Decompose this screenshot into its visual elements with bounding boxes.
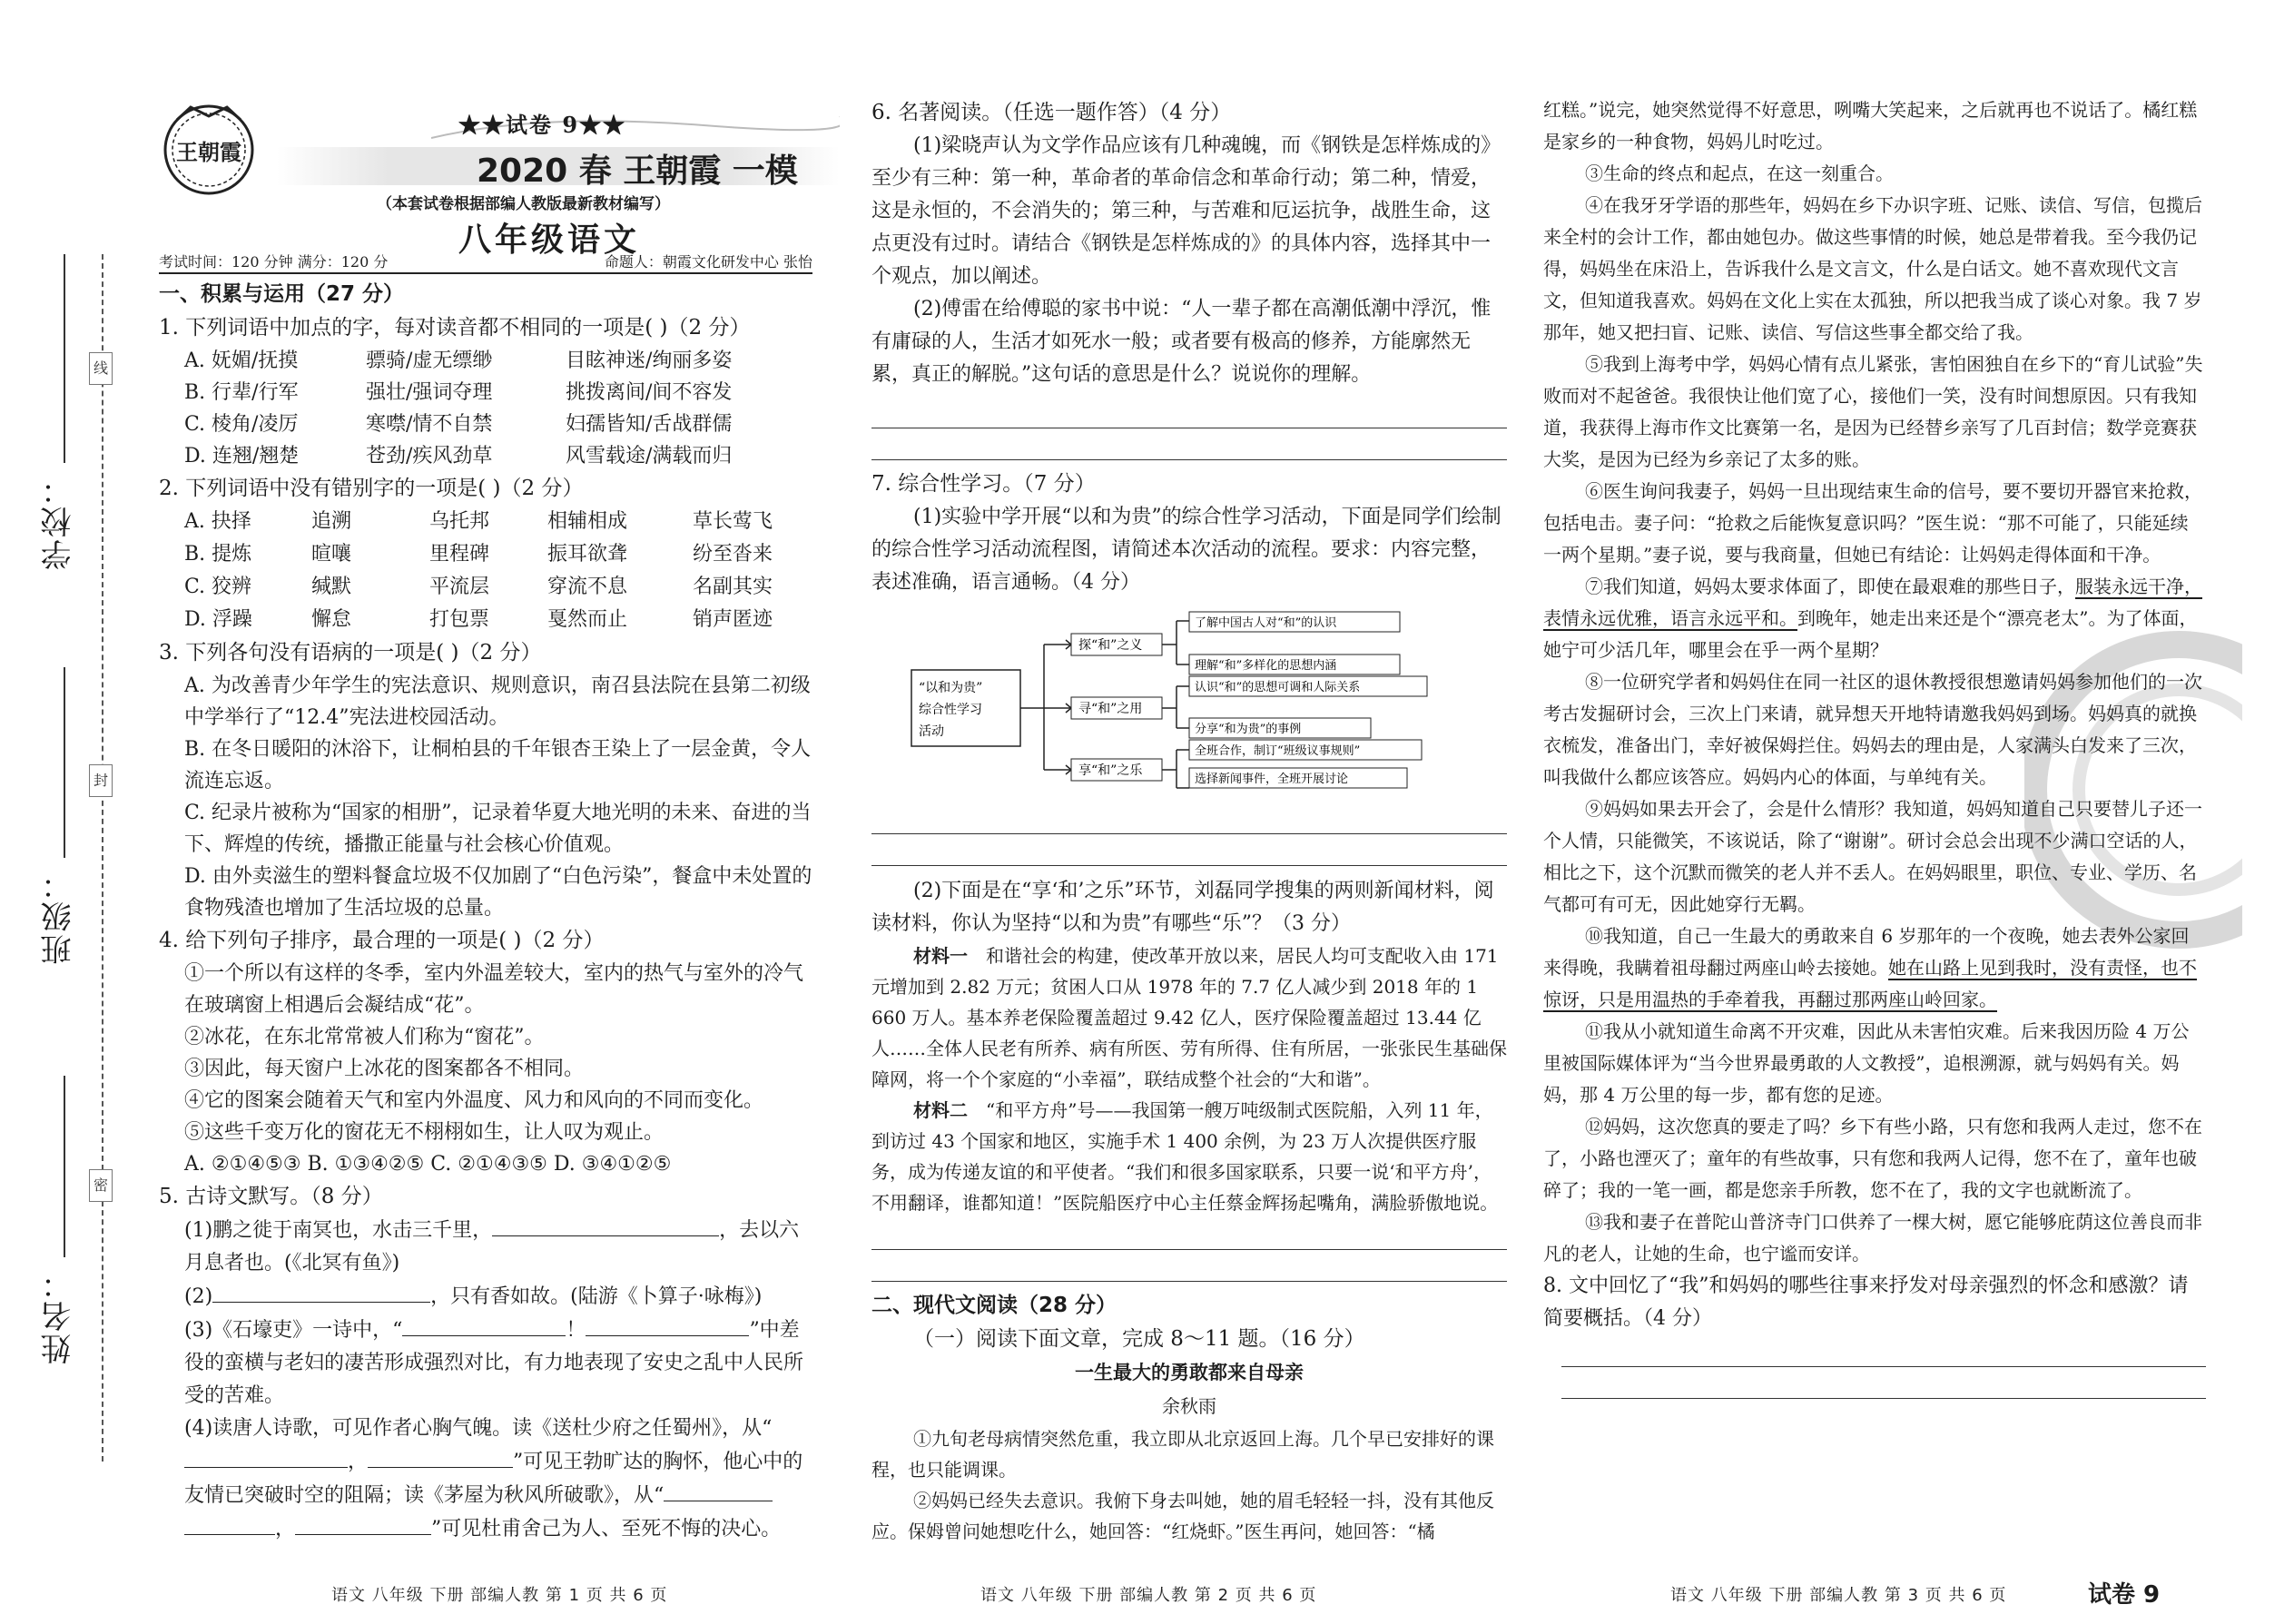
q4-sentence-5: ⑤这些千变万化的窗花无不栩栩如生，让人叹为观止。	[184, 1121, 665, 1144]
grade-subject-title: 八年级语文	[458, 221, 641, 259]
q5-blank-5[interactable]	[184, 1445, 248, 1468]
article-para-13: ⑬我和妻子在普陀山普济寺门口供养了一棵大树，愿它能够庇荫这位善良而非凡的老人，让她的生命，也宁谧而安详。	[1543, 1211, 2202, 1265]
page-column-3	[1543, 0, 2206, 1624]
q2-b5: 纷至沓来	[693, 543, 773, 566]
q6-option-1: (1)梁晓声认为文学作品应该有几种魂魄，而《钢铁是怎样炼成的》至少有三种：第一种，革命者的革命信念和革命行动；第二种，情爱，这是永恒的，不会消失的；第三种，与苦难和厄运抗争，战胜生命，这点更没有过时。请结合《钢铁是怎样炼成的》的具体内容，选择其中一个观点，加以阐述。	[871, 134, 1501, 288]
q5-blank-1[interactable]	[492, 1214, 719, 1236]
section1-heading: 一、积累与运用（27 分）	[159, 282, 405, 306]
svg-text:王朝霞: 王朝霞	[176, 139, 241, 165]
q5-l3-text-a: (3)《石壕吏》一诗中，“	[184, 1319, 403, 1342]
flow-leaf-2	[1189, 655, 1400, 674]
q3-option-d: D. 由外卖滋生的塑料餐盒垃圾不仅加剧了“白色污染”，餐盒中未处置的食物残渣也增加了生活垃圾的总量。	[184, 865, 812, 920]
q2-options	[159, 506, 812, 636]
svg-text:享“和”之乐: 享“和”之乐	[1078, 763, 1143, 778]
article-para-6: ⑥医生询问我妻子，妈妈一旦出现结束生命的信号，要不要切开器官来抢救，包括电击。妻子问：“抢救之后能恢复意识吗？”医生说：“那不可能了，只能延续一两个星期。”妻子说，要与我商量，但她已有结论：让妈妈走得体面和干净。	[1543, 480, 2202, 566]
page-column-2	[871, 0, 1507, 1624]
q5-l4-text-e: ”可见杜甫舍己为人、至死不悔的决心。	[431, 1518, 782, 1540]
exam-time-score: 考试时间：120 分钟 满分：120 分	[159, 253, 389, 271]
q5-l1-text-b: ，去以六月息者也。(《北冥有鱼》)	[184, 1219, 800, 1275]
para-10-underlined: 她在山路上见到我时，没有责怪，也不惊讶，只是用温热的手牵着我，再翻过那两座山岭回家。	[1543, 957, 2197, 1010]
q5-l3-text-b: ！	[566, 1319, 586, 1342]
bind-tag-top: 线	[89, 352, 113, 385]
q2-a2: 追溯	[311, 510, 352, 533]
q2-b3: 里程碑	[429, 543, 490, 566]
article-para-4: ④在我牙牙学语的那些年，妈妈在乡下办识字班、记账、读信、写信，包揽后来全村的会计工作，都由她包办。做这些事情的时候，她总是带着我。至今我仍记得，妈妈坐在床沿上，告诉我什么是文言文，什么是白话文。她不喜欢现代文言文，但知道我喜欢。妈妈在文化上实在太孤独，所以把我当成了谈心对象。我 7 岁那年，她又把扫盲、记账、读信、写信这些事全都交给了我。	[1543, 194, 2202, 343]
q2-c5: 名副其实	[693, 576, 773, 598]
q7-stem: 7. 综合性学习。（7 分）	[871, 472, 1096, 496]
q6-stem: 6. 名著阅读。（任选一题作答）（4 分）	[871, 101, 1232, 124]
q2-b2: 暄嚷	[311, 543, 352, 566]
fold-dashed-line	[102, 254, 103, 1462]
q6-answer-line-2[interactable]	[871, 428, 1507, 460]
activity-flow-chart	[908, 608, 1471, 790]
q6-option-2: (2)傅雷在给傅聪的家书中说：“人一辈子都在高潮低潮中浮沉，惟有庸碌的人，生活才如死水一般；或者要有极高的修养，方能廓然无累，真正的解脱。”这句话的意思是什么？说说你的理解。	[871, 298, 1492, 386]
q2-a5: 草长莺飞	[693, 510, 773, 533]
flow-leaf-3	[1189, 676, 1427, 696]
svg-text:探“和”之义: 探“和”之义	[1078, 638, 1143, 653]
section1-content	[159, 278, 812, 1546]
article-para-2: ②妈妈已经失去意识。我俯下身去叫她，她的眉毛轻轻一抖，没有其他反应。保姆曾问她想吃什么，她回答：“红烧虾。”医生再问，她回答：“橘	[871, 1490, 1494, 1542]
q6-answer-line-1[interactable]	[871, 397, 1507, 428]
q5-blank-3[interactable]	[402, 1314, 566, 1336]
q5-line-3	[159, 1314, 812, 1412]
q5-blank-7[interactable]	[664, 1479, 773, 1501]
q4-sentence-1: ①一个所以有这样的冬季，室内外温差较大，室内的热气与室外的冷气在玻璃窗上相遇后会凝结成“花”。	[184, 962, 804, 1017]
q2-c2: 缄默	[311, 576, 352, 598]
q1-c1: C. 棱角/凌厉	[184, 413, 299, 436]
q5-l2-text-b: ，只有香如故。(陆游《卜算子·咏梅》)	[430, 1285, 763, 1308]
q5-l3-text-c: ”中差役的蛮横与老妇的凄苦形成强烈对比，有力地表现了安史之乱中人民所受的苦难。	[184, 1319, 804, 1407]
svg-text:综合性学习: 综合性学习	[919, 703, 982, 717]
material-1-label: 材料一	[913, 945, 968, 967]
flow-leaf-1	[1189, 612, 1400, 632]
q5-l2-text-a: (2)	[184, 1285, 213, 1308]
page-footer-3: 语文 八年级 下册 部编人教 第 3 页 共 6 页	[1670, 1586, 2007, 1605]
q5-blank-2[interactable]	[212, 1280, 430, 1303]
q3-stem: 3. 下列各句没有语病的一项是( )（2 分）	[159, 641, 542, 664]
q5-line-1	[159, 1214, 812, 1280]
q2-d3: 打包票	[429, 608, 490, 631]
article-para-11: ⑪我从小就知道生命离不开灾难，因此从未害怕灾难。后来我因历险 4 万公里被国际媒体评为“当今世界最勇敢的人文教授”，追根溯源，就与妈妈有关。妈妈，那 4 万公里的每一步，都有您的足迹。	[1543, 1020, 2190, 1106]
edition-note: （本套试卷根据部编人教版最新教材编写）	[377, 195, 670, 213]
section2-subheading: （一）阅读下面文章，完成 8～11 题。（16 分）	[913, 1327, 1365, 1351]
q4-stem: 4. 给下列句子排序，最合理的一项是( )（2 分）	[159, 929, 605, 952]
q5-l4-text-b: ，	[348, 1451, 369, 1473]
q4-options: A. ②①④⑤③ B. ①③④②⑤ C. ②①④③⑤ D. ③④①②⑤	[184, 1153, 672, 1176]
exam-author: 命题人：朝霞文化研发中心 张怡	[604, 253, 812, 271]
q3-option-a: A. 为改善青少年学生的宪法意识、规则意识，南召县法院在县第二初级中学举行了“12.4”宪法进校园活动。	[184, 674, 811, 729]
flow-leaf-4	[1189, 718, 1371, 738]
q5-blank-6[interactable]	[368, 1445, 513, 1468]
q2-a4: 相辅相成	[547, 510, 628, 533]
header-rule	[159, 272, 812, 274]
q1-c2: 寒噤/情不自禁	[366, 413, 493, 436]
svg-text:理解“和”多样化的思想内涵: 理解“和”多样化的思想内涵	[1195, 659, 1337, 673]
q7-material-1	[871, 940, 1507, 1095]
q5-line-2	[159, 1280, 812, 1314]
svg-text:了解中国古人对“和”的认识: 了解中国古人对“和”的认识	[1195, 616, 1337, 630]
q1-a2: 骠骑/虚无缥缈	[366, 349, 493, 372]
q4-sentence-3: ③因此，每天窗户上冰花的图案都各不相同。	[184, 1058, 585, 1080]
q1-stem: 1. 下列词语中加点的字，每对读音都不相同的一项是( )（2 分）	[159, 316, 751, 340]
para-10-text-a: ⑩我知道，自己一生最大的勇敢来自 6 岁那年的一个夜晚，她去表外公家回来得晚，我瞒着祖母翻过两座山岭去接她。	[1543, 925, 2190, 979]
article-para-7	[1543, 571, 2206, 666]
binding-strip	[0, 0, 136, 1624]
name-field-line[interactable]	[64, 1076, 65, 1257]
q5-blank-8[interactable]	[295, 1512, 431, 1535]
para-7-underlined: 服装永远干净，表情永远优雅，语言永远平和。	[1543, 576, 2202, 629]
bind-tag-middle: 封	[89, 764, 113, 797]
q7-part-1: (1)实验中学开展“以和为贵”的综合性学习活动，下面是同学们绘制的综合性学习活动流程图，请简述本次活动的流程。要求：内容完整，表述准确，语言通畅。（4 分）	[871, 506, 1501, 594]
svg-text:分享“和为贵”的事例: 分享“和为贵”的事例	[1195, 723, 1302, 736]
q2-b1: B. 提炼	[184, 543, 252, 566]
bind-tag-bottom: 密	[89, 1169, 113, 1202]
q5-l1-text-a: (1)鹏之徙于南冥也，水击三千里，	[184, 1219, 493, 1242]
q5-blank-4[interactable]	[586, 1314, 749, 1336]
q7-material-2	[871, 1095, 1507, 1218]
q1-options	[159, 345, 812, 472]
article-para-8: ⑧一位研究学者和妈妈住在同一社区的退休教授很想邀请妈妈参加他们的一次考古发掘研讨会，三次上门来请，就异想天开地特请邀我妈妈到场。妈妈真的就换衣梳发，准备出门，幸好被保姆拦住。妈妈去的理由是，人家满头白发来了三次，叫我做什么都应该答应。妈妈内心的体面，与单纯有关。	[1543, 671, 2202, 788]
q1-b2: 强壮/强词夺理	[366, 381, 493, 404]
article-para-10	[1543, 920, 2206, 1016]
column-2-content	[871, 96, 1507, 1547]
q1-d2: 苍劲/疾风劲草	[366, 445, 493, 468]
q1-a3: 目眩神迷/绚丽多姿	[566, 349, 733, 372]
para-7-text-b: 到晚年，她走出来还是个“漂亮老太”。为了体面，她宁可少活几年，哪里会在乎一两个星期？	[1543, 607, 2198, 661]
material-2-label: 材料二	[913, 1099, 968, 1121]
article-para-9: ⑨妈妈如果去开会了，会是什么情形？我知道，妈妈知道自己只要替儿子还一个人情，只能微笑，不该说话，除了“谢谢”。研讨会总会出现不少满口空话的人，相比之下，这个沉默而微笑的老人并不丢人。在妈妈眼里，职位、专业、学历、名气都可有可无，因此她穿行无羁。	[1543, 798, 2202, 915]
material-1-text: 和谐社会的构建，使改革开放以来，居民人均可支配收入由 171 元增加到 2.82 万元；贫困人口从 1978 年的 7.7 亿人减少到 2018 年的 1 660 万人。基本养老保险覆盖超过 9.42 亿人，医疗保险覆盖超过 13.44 亿人……全体人民老有所养、病有所医、劳有所得、住有所居，一张张民生基础保障网，将一个个家庭的“小幸福”，联结成整个社会的“大和谐”。	[871, 945, 1507, 1090]
q1-d3: 风雪载途/满载而归	[566, 445, 733, 468]
q4-sentence-4: ④它的图案会随着天气和室内外温度、风力和风向的不同而变化。	[184, 1089, 764, 1112]
exam-info-row	[159, 251, 812, 271]
flow-branch-2	[1071, 697, 1162, 719]
q4-sentence-2: ②冰花，在东北常常被人们称为“窗花”。	[184, 1026, 545, 1048]
material-2-text: “和平方舟”号——我国第一艘万吨级制式医院船，入列 11 年，到访过 43 个国家和地区，实施手术 1 400 余例，为 23 万人次提供医疗服务，成为传递友谊的和平使者。“我们和很多国家联系，只要一说‘和平方舟’，不用翻译，谁都知道！”医院船医疗中心主任蔡金辉扬起嘴角，满脸骄傲地说。	[871, 1099, 1499, 1214]
q2-a3: 乌托邦	[429, 510, 490, 533]
q1-a1: A. 妩媚/抚摸	[184, 349, 299, 372]
q2-c4: 穿流不息	[547, 576, 628, 598]
q5-blank-7b[interactable]	[184, 1512, 275, 1535]
q2-b4: 振耳欲聋	[547, 543, 628, 566]
q1-c3: 妇孺皆知/舌战群儒	[566, 413, 733, 436]
svg-text:认识“和”的思想可调和人际关系: 认识“和”的思想可调和人际关系	[1195, 681, 1361, 694]
q2-stem: 2. 下列词语中没有错别字的一项是( )（2 分）	[159, 477, 584, 500]
q5-l4-text-c: ”可见王勃旷达的胸怀，他心中的友情已突破时空的阻隔；读《茅屋为秋风所破歌》，从“	[184, 1451, 803, 1507]
svg-text:全班合作，制订“班级议事规则”: 全班合作，制订“班级议事规则”	[1195, 744, 1361, 758]
q8-stem: 8. 文中回忆了“我”和妈妈的哪些往事来抒发对母亲强烈的怀念和感激？请简要概括。（4 分）	[1543, 1275, 2189, 1330]
q7-2-answer-line-1[interactable]	[871, 1218, 1507, 1250]
name-label: 姓名：	[41, 1266, 77, 1364]
q1-d1: D. 连翘/翘楚	[184, 445, 300, 468]
para-7-text-a: ⑦我们知道，妈妈太要求体面了，即使在最艰难的那些日子，	[1585, 576, 2075, 597]
article-para-2-cont: 红糕。”说完，她突然觉得不好意思，咧嘴大笑起来，之后就再也不说话了。橘红糕是家乡的一种食物，妈妈儿时吃过。	[1543, 99, 2198, 153]
brand-badge-logo	[159, 100, 259, 200]
page-column-1	[159, 0, 812, 1624]
article-para-12: ⑫妈妈，这次您真的要走了吗？乡下有些小路，只有您和我两人走过，您不在了，小路也湮灭了；童年的有些故事，只有您和我两人记得，您不在了，童年也破碎了；我的一笔一画，都是您亲手所教，您不在了，我的文字也就断流了。	[1543, 1116, 2202, 1201]
svg-text:寻“和”之用: 寻“和”之用	[1078, 702, 1143, 716]
article-title: 一生最大的勇敢都来自母亲	[1075, 1362, 1304, 1383]
q7-1-answer-line-2[interactable]	[871, 834, 1507, 866]
school-label: 学校：	[41, 472, 77, 570]
q5-l4-text-a: (4)读唐人诗歌，可见作者心胸气魄。读《送杜少府之任蜀州》，从“	[184, 1417, 773, 1440]
column-3-content	[1543, 94, 2206, 1399]
flow-leaf-6	[1189, 768, 1407, 788]
flow-leaf-5	[1189, 740, 1422, 760]
section2-heading: 二、现代文阅读（28 分）	[871, 1294, 1117, 1317]
article-para-1: ①九旬老母病情突然危重，我立即从北京返回上海。几个早已安排好的课程，也只能调课。	[871, 1428, 1494, 1481]
q1-b3: 挑拨离间/间不容发	[566, 381, 733, 404]
flow-branch-1	[1071, 634, 1162, 655]
svg-text:选择新闻事件，全班开展讨论: 选择新闻事件，全班开展讨论	[1195, 773, 1349, 786]
exam-title: 2020 春 王朝霞 一模	[477, 153, 798, 190]
q5-l4-text-d: ，	[275, 1518, 296, 1540]
flow-branch-3	[1071, 759, 1162, 781]
q3-option-c: C. 纪录片被称为“国家的相册”，记录着华夏大地光明的未来、奋进的当下、辉煌的传统，播撒正能量与社会核心价值观。	[184, 802, 812, 856]
paper-tag: 试卷 9	[2088, 1581, 2161, 1609]
q8-answer-line-1[interactable]	[1561, 1335, 2206, 1367]
q5-blank-5b[interactable]	[248, 1445, 348, 1468]
q1-b1: B. 行辈/行军	[184, 381, 299, 404]
article-author: 余秋雨	[1162, 1395, 1216, 1417]
school-field-line[interactable]	[64, 254, 65, 463]
page-footer-1: 语文 八年级 下册 部编人教 第 1 页 共 6 页	[331, 1586, 668, 1605]
paper-number: ★★试卷 9★★	[458, 112, 627, 138]
q2-c1: C. 狡辨	[184, 576, 252, 598]
q2-d2: 懈怠	[311, 608, 352, 631]
q5-line-4	[159, 1412, 812, 1546]
q7-1-answer-line-1[interactable]	[871, 802, 1507, 834]
q7-2-answer-line-2[interactable]	[871, 1250, 1507, 1282]
svg-text:活动: 活动	[919, 724, 944, 739]
q2-d1: D. 浮躁	[184, 608, 252, 631]
q8-answer-line-2[interactable]	[1561, 1367, 2206, 1399]
q7-part-2: (2)下面是在“享‘和’之乐”环节，刘磊同学搜集的两则新闻材料，阅读材料，你认为坚持“以和为贵”有哪些“乐”？（3 分）	[871, 880, 1494, 935]
class-label: 班级：	[41, 867, 77, 965]
article-para-5: ⑤我到上海考中学，妈妈心情有点儿紧张，害怕困独自在乡下的“育儿试验”失败而对不起爸爸。我很快让他们宽了心，接他们一笑，没有时间想原因。只有我知道，我获得上海市作文比赛第一名，是因为已经替乡亲写了几百封信；数学竞赛获大奖，是因为已经为乡亲记了太多的账。	[1543, 353, 2203, 470]
q2-a1: A. 抉择	[184, 510, 251, 533]
q2-c3: 平流层	[429, 576, 490, 598]
q5-stem: 5. 古诗文默写。（8 分）	[159, 1185, 383, 1208]
q2-d4: 戛然而止	[547, 608, 628, 631]
flow-root	[911, 670, 1020, 746]
q2-d5: 销声匿迹	[693, 608, 773, 631]
q3-option-b: B. 在冬日暖阳的沐浴下，让桐柏县的千年银杏王染上了一层金黄，令人流连忘返。	[184, 738, 812, 792]
class-field-line[interactable]	[64, 667, 65, 858]
page-footer-2: 语文 八年级 下册 部编人教 第 2 页 共 6 页	[980, 1586, 1317, 1605]
article-para-3: ③生命的终点和起点，在这一刻重合。	[1585, 162, 1894, 184]
svg-text:“以和为贵”: “以和为贵”	[919, 681, 983, 695]
